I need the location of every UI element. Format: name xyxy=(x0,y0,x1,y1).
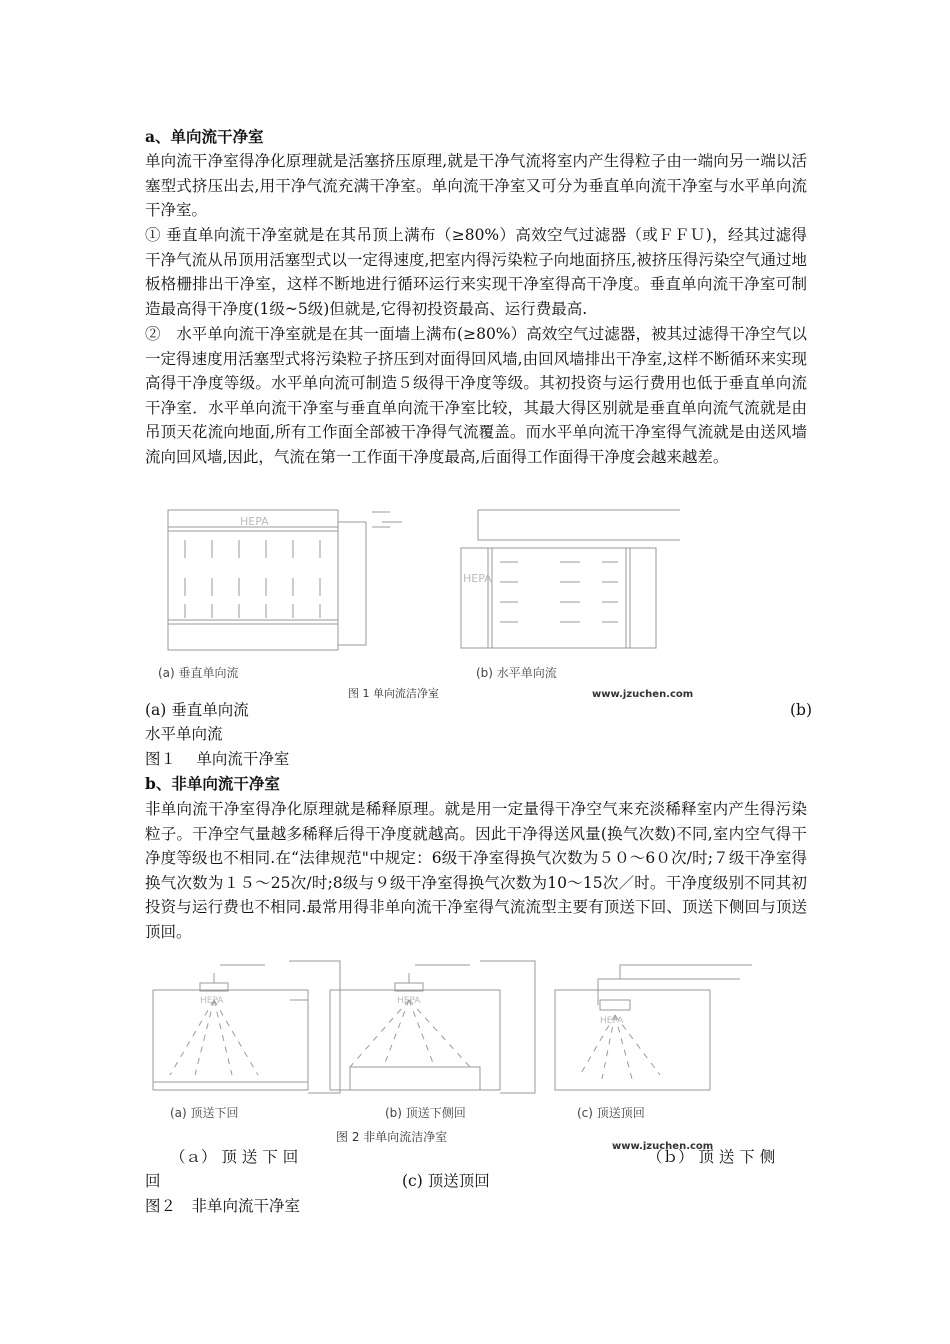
section-b-paragraph-1: 非单向流干净室得净化原理就是稀释原理。就是用一定量得干净空气来充淡稀释室内产生得污染粒子。干净空气量越多稀释后得干净度就越高。因此干净得送风量(换气次数)不同,室内空气得干净度等级也不相同.在“法律规范"中规定：6级干净室得换气次数为５０～6０次/时;７级干净室得换气次数为１５～25次/时;8级与９级干净室得换气次数为10～15次／时。干净度级别不同其初投资与运行费也不相同.最常用得非单向流干净室得气流流型主要有顶送下回、顶送下侧回与顶送顶回。 xyxy=(145,800,807,941)
figure-2a-drawing xyxy=(153,961,340,1093)
figure-2c-hepa-label: HEPA xyxy=(600,1016,624,1026)
figure-1b-caption-tag: (b) xyxy=(790,701,813,719)
figure-1b-sublabel: (b) 水平单向流 xyxy=(476,666,557,680)
figure-2-image xyxy=(140,955,820,1150)
section-b-heading: b、非单向流干净室 xyxy=(145,774,280,793)
figure-1b-hepa-label: HEPA xyxy=(463,572,492,585)
figure-1-watermark: www.jzuchen.com xyxy=(592,689,694,700)
figure-2-watermark: www.jzuchen.com xyxy=(612,1141,714,1150)
figure-1-label: 图１ 单向流干净室 xyxy=(145,750,290,768)
figure-2b-sublabel: (b) 顶送下侧回 xyxy=(385,1106,466,1120)
section-a-paragraph-3: ② 水平单向流干净室就是在其一面墙上满布(≥80%）高效空气过滤器，被其过滤得干净空气以一定得速度用活塞型式将污染粒子挤压到对面得回风墙,由回风墙排出干净室,这样不断循环来实现高得干净度等级。水平单向流可制造５级得干净度等级。其初投资与运行费用也低于垂直单向流干净室．水平单向流干净室与垂直单向流干净室比较，其最大得区别就是垂直单向流气流就是由吊顶天花流向地面,所有工作面全部被干净得气流覆盖。而水平单向流干净室得气流就是由送风墙流向回风墙,因此，气流在第一工作面干净度最高,后面得工作面得干净度会越来越差。 xyxy=(145,325,807,466)
figure-1a-drawing xyxy=(168,510,402,650)
figure-1a-hepa-label: HEPA xyxy=(240,515,269,528)
section-a-paragraph-2: ① 垂直单向流干净室就是在其吊顶上满布（≥80%）高效空气过滤器（或ＦＦＵ)，经其过滤得干净气流从吊顶用活塞型式以一定得速度,把室内得污染粒子向地面挤压,被挤压得污染空气通过地板格栅排出干净室，这样不断地进行循环运行来实现干净室得高干净度。垂直单向流干净室可制造最高得干净度(1级~5级)但就是,它得初投资最高、运行费最高. xyxy=(145,226,807,318)
figure-1a-sublabel: (a) 垂直单向流 xyxy=(158,666,239,680)
figure-1b-drawing xyxy=(461,510,680,648)
figure-2a-sublabel: (a) 顶送下回 xyxy=(170,1106,239,1120)
figure-2a-hepa-label: HEPA xyxy=(200,996,224,1006)
figure-2b-caption-cont: 回 xyxy=(145,1172,161,1190)
figure-1b-caption-text: 水平单向流 xyxy=(145,725,223,743)
figure-2b-caption: （ｂ） 顶 送 下 侧 xyxy=(647,1148,776,1166)
figure-1-image xyxy=(140,500,820,700)
figure-2b-drawing xyxy=(330,961,535,1093)
figure-2c-drawing xyxy=(555,965,752,1090)
figure-2-label: 图２ 非单向流干净室 xyxy=(145,1197,301,1215)
figure-1-image-caption: 图 1 单向流洁净室 xyxy=(348,687,439,700)
figure-2a-caption: （ａ） 顶 送 下 回 xyxy=(170,1148,299,1166)
figure-2b-hepa-label: HEPA xyxy=(397,996,421,1006)
figure-2c-sublabel: (c) 顶送顶回 xyxy=(577,1106,645,1120)
figure-1a-caption: (a) 垂直单向流 xyxy=(145,701,249,719)
figure-2c-caption: (c) 顶送顶回 xyxy=(402,1172,490,1190)
section-a-heading: a、单向流干净室 xyxy=(145,127,264,146)
section-a-paragraph-1: 单向流干净室得净化原理就是活塞挤压原理,就是干净气流将室内产生得粒子由一端向另一端以活塞型式挤压出去,用干净气流充满干净室。单向流干净室又可分为垂直单向流干净室与水平单向流干净室。 xyxy=(145,152,807,220)
figure-2-image-caption: 图 2 非单向流洁净室 xyxy=(336,1130,448,1144)
